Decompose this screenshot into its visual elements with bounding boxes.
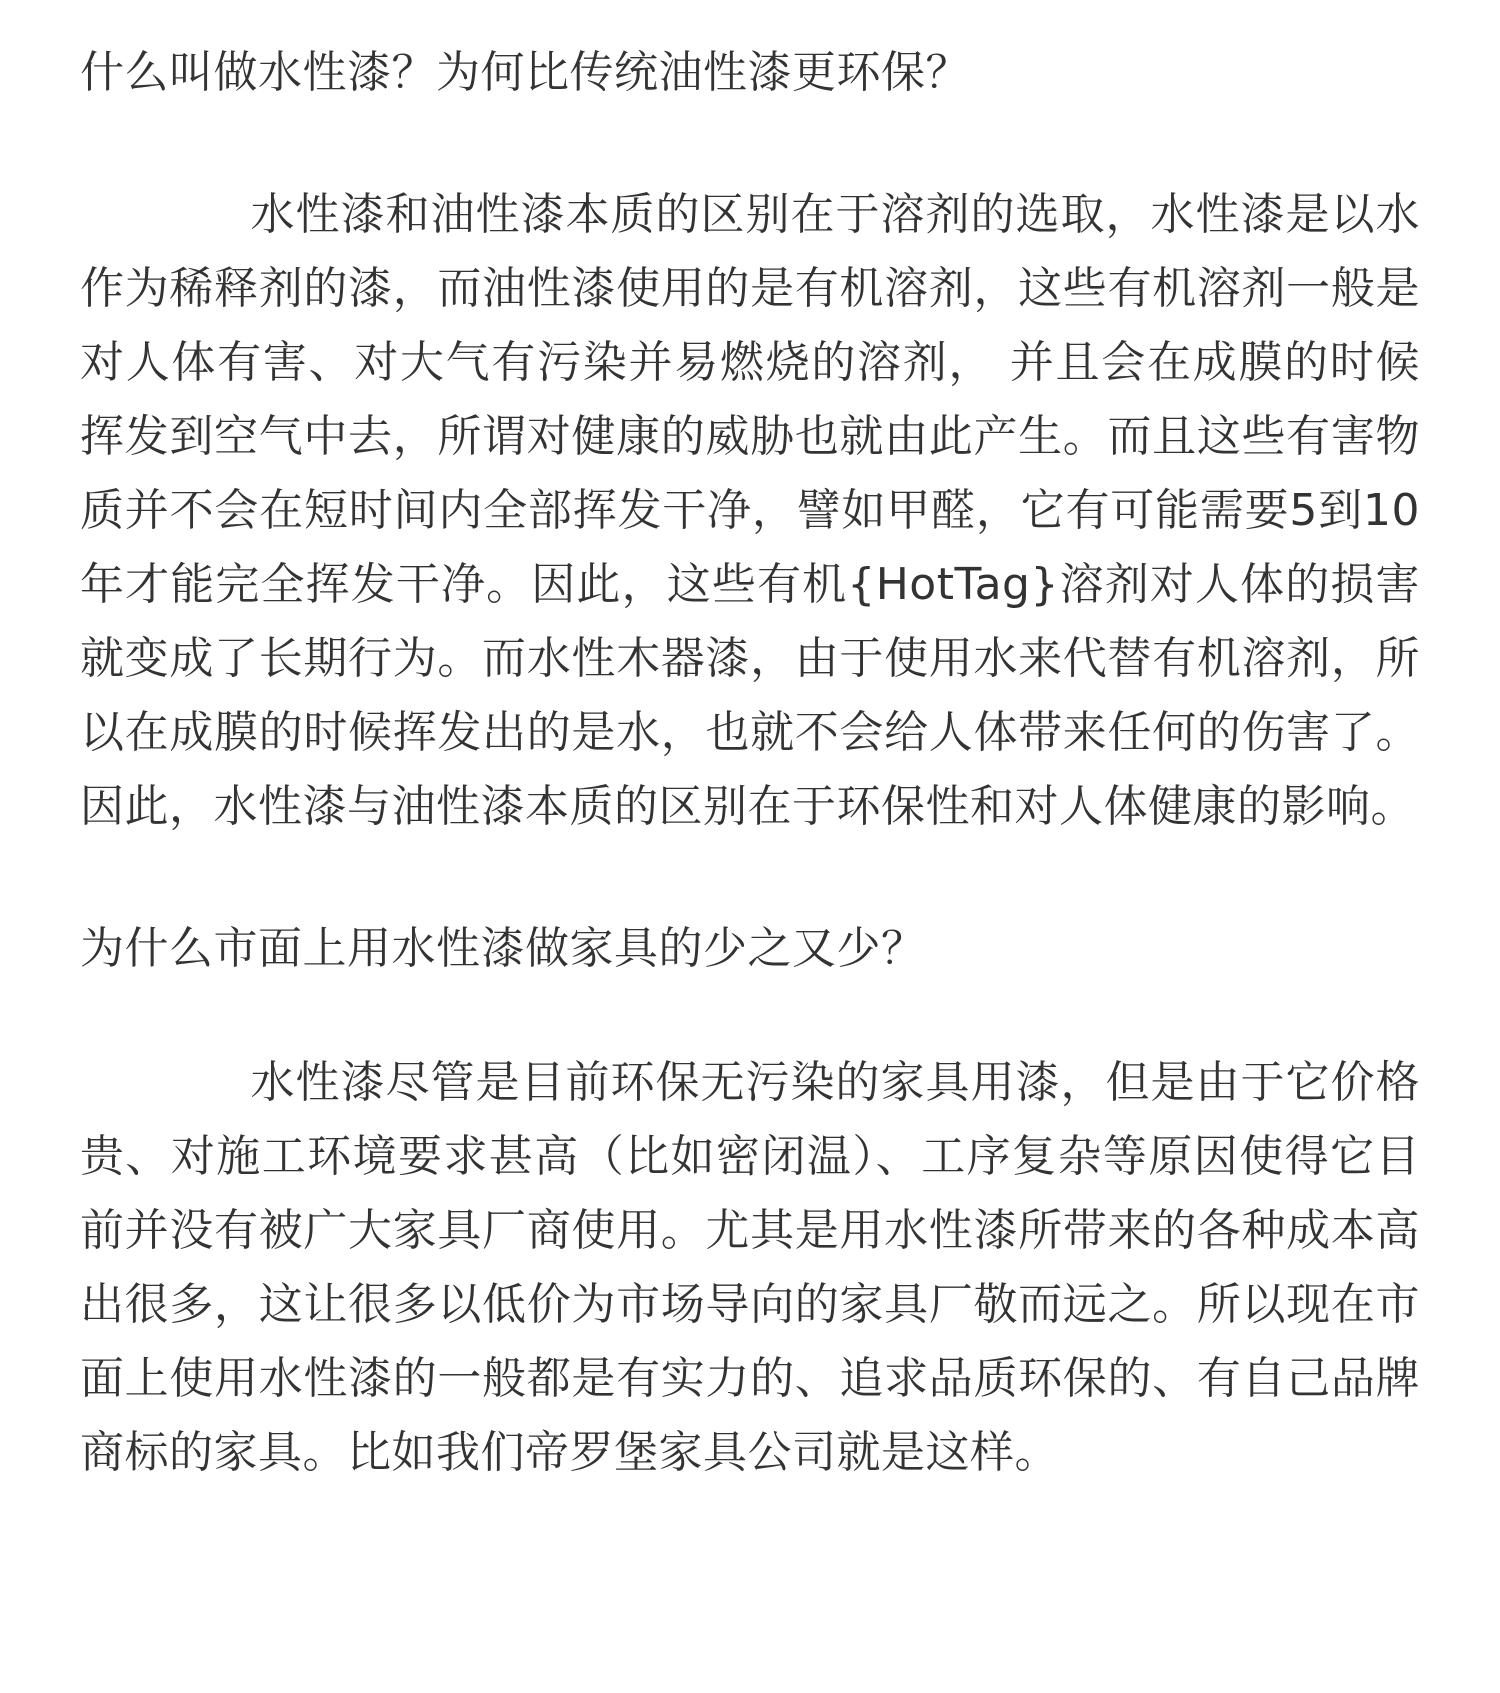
spacer [80, 986, 1420, 1046]
spacer [80, 844, 1420, 912]
section-1-paragraph [80, 178, 1420, 844]
section-2-paragraph [80, 1046, 1420, 1490]
section-2-body: 水性漆尽管是目前环保无污染的家具用漆，但是由于它价格贵、对施工环境要求甚高（比如密闭温）、工序复杂等原因使得它目前并没有被广大家具厂商使用。尤其是用水性漆所带来的各种成本高出很多，这让很多以低价为市场导向的家具厂敬而远之。所以现在市面上使用水性漆的一般都是有实力的、追求品质环保的、有自己品牌商标的家具。比如我们帝罗堡家具公司就是这样。 [80, 1057, 1420, 1478]
spacer [80, 110, 1420, 178]
section-1-heading: 什么叫做水性漆？为何比传统油性漆更环保？ [80, 47, 970, 98]
section-1-body: 水性漆和油性漆本质的区别在于溶剂的选取，水性漆是以水作为稀释剂的漆，而油性漆使用的是有机溶剂，这些有机溶剂一般是对人体有害、对大气有污染并易燃烧的溶剂， 并且会在成膜的时候挥发到空气中去，所谓对健康的威胁也就由此产生。而且这些有害物质并不会在短时间内全部挥发干净，譬如甲醛，它有可能需要5到10年才能完全挥发干净。因此，这些有机{HotTag}溶剂对人体的损害就变成了长期行为。而水性木器漆，由于使用水来代替有机溶剂，所以在成膜的时候挥发出的是水，也就不会给人体带来任何的伤害了。因此，水性漆与油性漆本质的区别在于环保性和对人体健康的影响。 [80, 189, 1420, 832]
section-2-heading: 为什么市面上用水性漆做家具的少之又少？ [80, 923, 926, 974]
